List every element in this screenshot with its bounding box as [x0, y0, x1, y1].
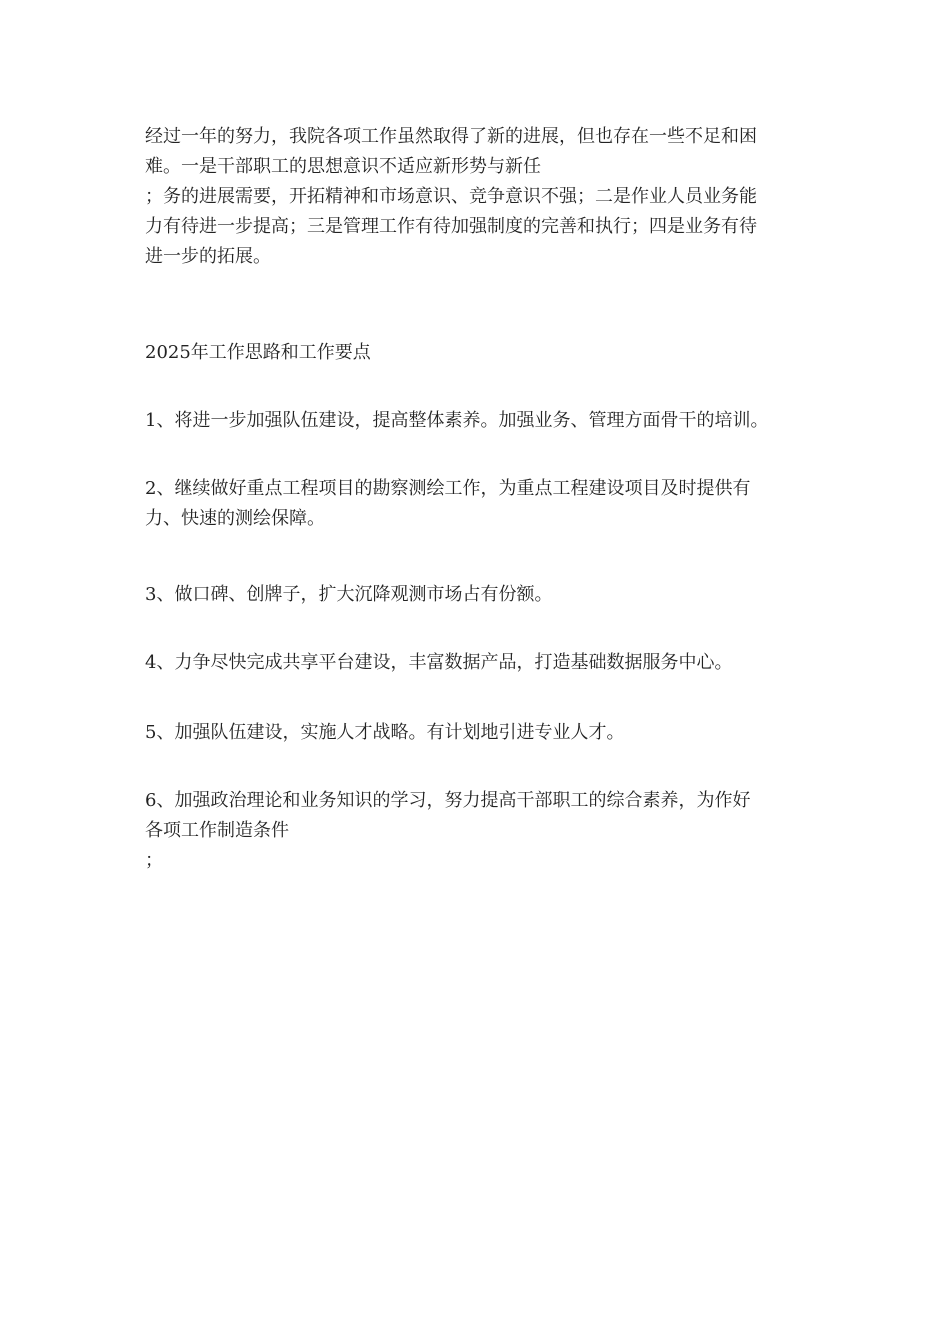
list-item-3	[145, 580, 825, 610]
list-item-line: 6、加强政治理论和业务知识的学习，努力提高干部职工的综合素养，为作好	[145, 790, 751, 811]
intro-line: 难。一是干部职工的思想意识不适应新形势与新任	[145, 156, 541, 177]
intro-line: 经过一年的努力，我院各项工作虽然取得了新的进展，但也存在一些不足和困	[145, 126, 757, 147]
list-item-6	[145, 786, 825, 876]
list-item-line: 4、力争尽快完成共享平台建设，丰富数据产品，打造基础数据服务中心。	[145, 652, 733, 673]
list-item-line: 3、做口碑、创牌子，扩大沉降观测市场占有份额。	[145, 584, 553, 605]
heading-text: 2025年工作思路和工作要点	[145, 342, 371, 363]
intro-line: 进一步的拓展。	[145, 246, 271, 267]
list-item-line: 5、加强队伍建设，实施人才战略。有计划地引进专业人才。	[145, 722, 625, 743]
list-item-1	[145, 406, 825, 436]
intro-paragraph	[145, 122, 825, 272]
intro-line: ；务的进展需要，开拓精神和市场意识、竞争意识不强；二是作业人员业务能	[145, 186, 757, 207]
section-heading	[145, 338, 825, 368]
list-item-line: 各项工作制造条件	[145, 820, 289, 841]
list-item-5	[145, 718, 825, 748]
list-item-line: 力、快速的测绘保障。	[145, 508, 325, 529]
list-item-line: 1、将进一步加强队伍建设，提高整体素养。加强业务、管理方面骨干的培训。	[145, 410, 769, 431]
list-item-line: ；	[145, 850, 163, 871]
list-item-line: 2、继续做好重点工程项目的勘察测绘工作，为重点工程建设项目及时提供有	[145, 478, 751, 499]
list-item-4	[145, 648, 825, 678]
intro-line: 力有待进一步提高；三是管理工作有待加强制度的完善和执行；四是业务有待	[145, 216, 757, 237]
list-item-2	[145, 474, 825, 534]
